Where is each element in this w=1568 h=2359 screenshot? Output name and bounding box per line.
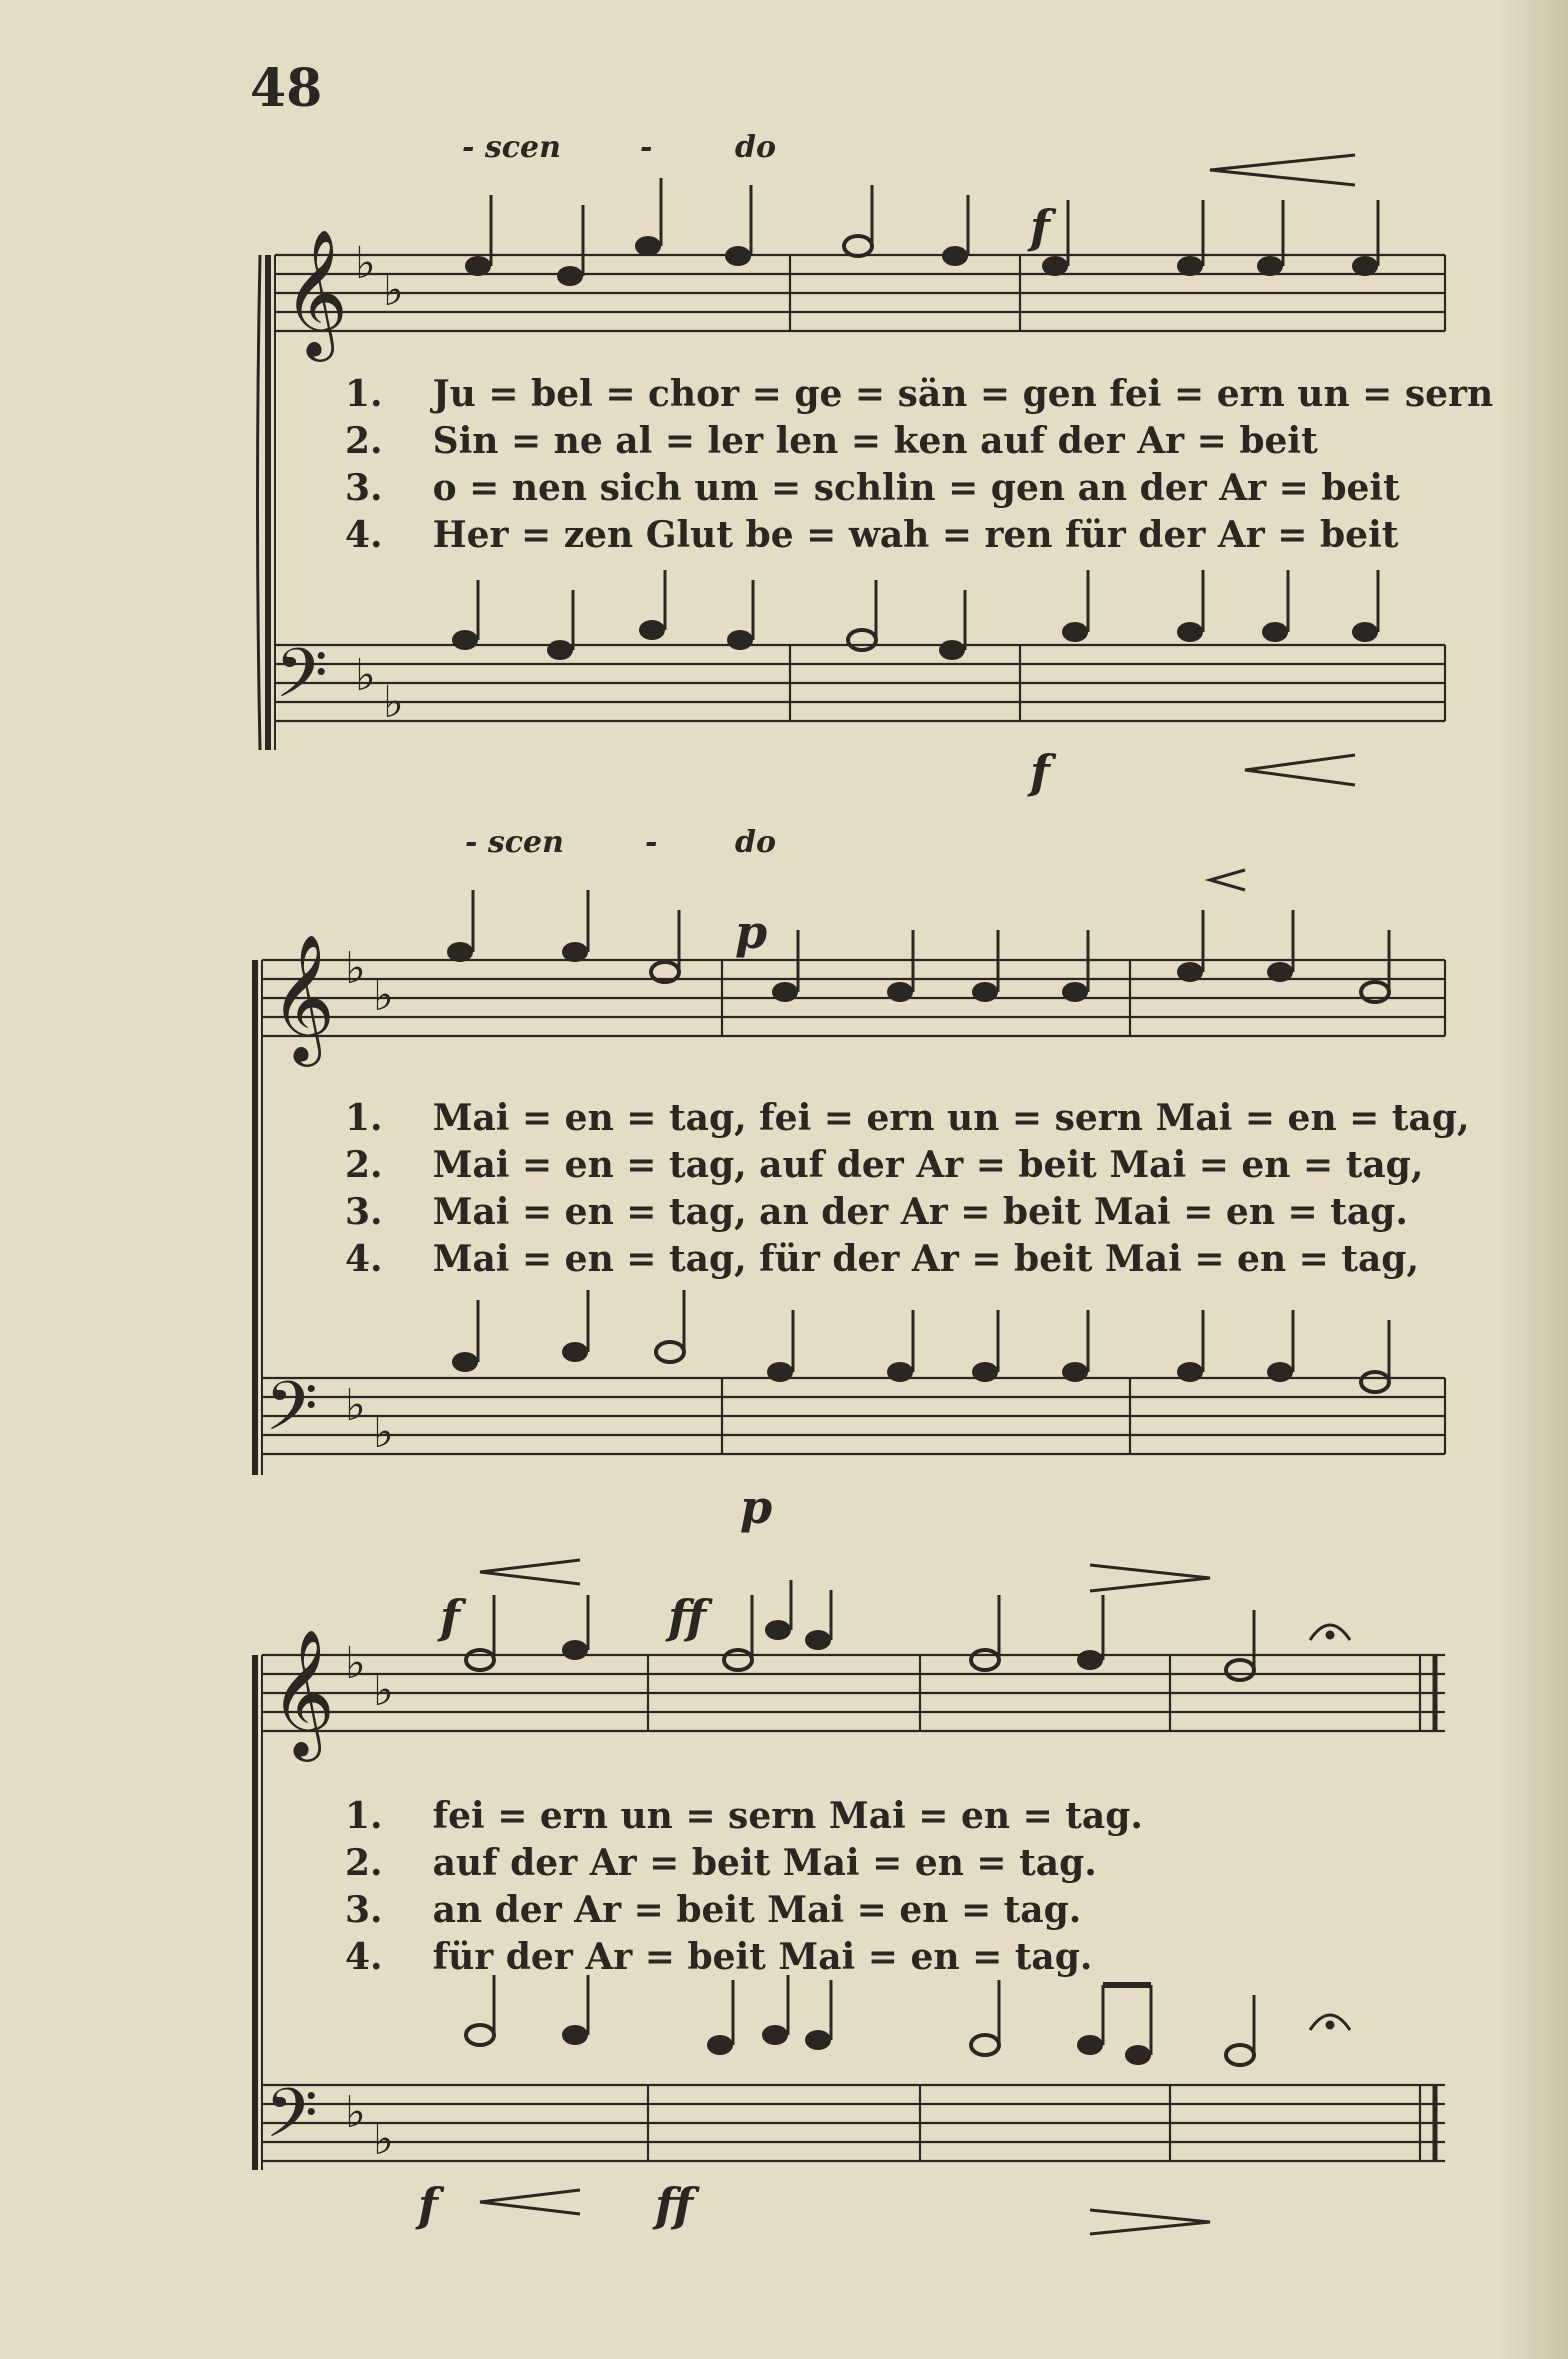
verse-line: 4. Her = zen Glut be = wah = ren für der Ar = beit xyxy=(345,514,1399,556)
bass-clef-icon: 𝄢 xyxy=(265,2075,318,2170)
dynamic-piano-lower-2: p xyxy=(740,1480,773,1534)
svg-text:♭: ♭ xyxy=(355,650,376,701)
bass-clef-icon: 𝄢 xyxy=(275,635,328,730)
bass-clef-icon: 𝄢 xyxy=(265,1368,318,1463)
verse-line: 2. auf der Ar = beit Mai = en = tag. xyxy=(345,1842,1097,1884)
hairpins xyxy=(480,155,1355,2234)
bass-staff-3 xyxy=(262,2085,1445,2161)
svg-text:♭: ♭ xyxy=(345,2087,366,2138)
treble-clef-icon: 𝄞 xyxy=(270,1628,336,1756)
crescendo-text-1c: do xyxy=(735,130,776,165)
crescendo-text-2a: - scen xyxy=(465,825,564,860)
treble-staff-3 xyxy=(262,1655,1445,1731)
page-number: 48 xyxy=(250,58,323,119)
svg-text:♭: ♭ xyxy=(345,1638,366,1689)
bass-staff-1 xyxy=(275,645,1445,721)
svg-text:♭: ♭ xyxy=(383,265,404,316)
verse-line: 4. Mai = en = tag, für der Ar = beit Mai = en = tag, xyxy=(345,1238,1420,1280)
crescendo-text-2c: do xyxy=(735,825,776,860)
dynamic-forte-lower-1: f xyxy=(1030,745,1050,799)
svg-text:♭: ♭ xyxy=(373,970,394,1021)
svg-text:♭: ♭ xyxy=(373,1407,394,1458)
svg-text:♭: ♭ xyxy=(345,1380,366,1431)
dynamic-fortissimo-lower-3: ff xyxy=(655,2178,694,2232)
note-heads xyxy=(447,178,1389,2065)
dynamic-fortissimo-upper-3: ff xyxy=(668,1590,707,1644)
treble-clef-icon: 𝄞 xyxy=(283,228,349,356)
svg-text:♭: ♭ xyxy=(383,677,404,728)
key-signature-icons xyxy=(345,238,404,2165)
dynamic-forte-lower-3: f xyxy=(418,2178,438,2232)
verse-line: 3. o = nen sich um = schlin = gen an der Ar = beit xyxy=(345,467,1400,509)
dynamic-piano-upper-2: p xyxy=(735,905,768,959)
crescendo-text-1a: - scen xyxy=(462,130,561,165)
verse-line: 3. an der Ar = beit Mai = en = tag. xyxy=(345,1889,1082,1931)
fermata-icons xyxy=(1310,1625,1350,2030)
svg-text:♭: ♭ xyxy=(373,1665,394,1716)
verse-line: 1. Mai = en = tag, fei = ern un = sern Mai = en = tag, xyxy=(345,1097,1470,1139)
verse-line: 1. fei = ern un = sern Mai = en = tag. xyxy=(345,1795,1143,1837)
dynamic-forte-upper-1: f xyxy=(1030,200,1050,254)
verse-line: 2. Sin = ne al = ler len = ken auf der Ar = beit xyxy=(345,420,1318,462)
bass-staff-2 xyxy=(262,1378,1445,1454)
dynamic-forte-upper-3: f xyxy=(440,1590,460,1644)
verse-line: 1. Ju = bel = chor = ge = sän = gen fei = ern un = sern xyxy=(345,373,1494,415)
verse-line: 3. Mai = en = tag, an der Ar = beit Mai = en = tag. xyxy=(345,1191,1408,1233)
crescendo-text-2b: - xyxy=(645,825,658,860)
verse-line: 2. Mai = en = tag, auf der Ar = beit Mai = en = tag, xyxy=(345,1144,1424,1186)
treble-clef-icon: 𝄞 xyxy=(270,933,336,1061)
crescendo-text-1b: - xyxy=(640,130,653,165)
svg-text:♭: ♭ xyxy=(373,2114,394,2165)
svg-text:♭: ♭ xyxy=(345,943,366,994)
svg-text:♭: ♭ xyxy=(355,238,376,289)
verse-line: 4. für der Ar = beit Mai = en = tag. xyxy=(345,1936,1093,1978)
